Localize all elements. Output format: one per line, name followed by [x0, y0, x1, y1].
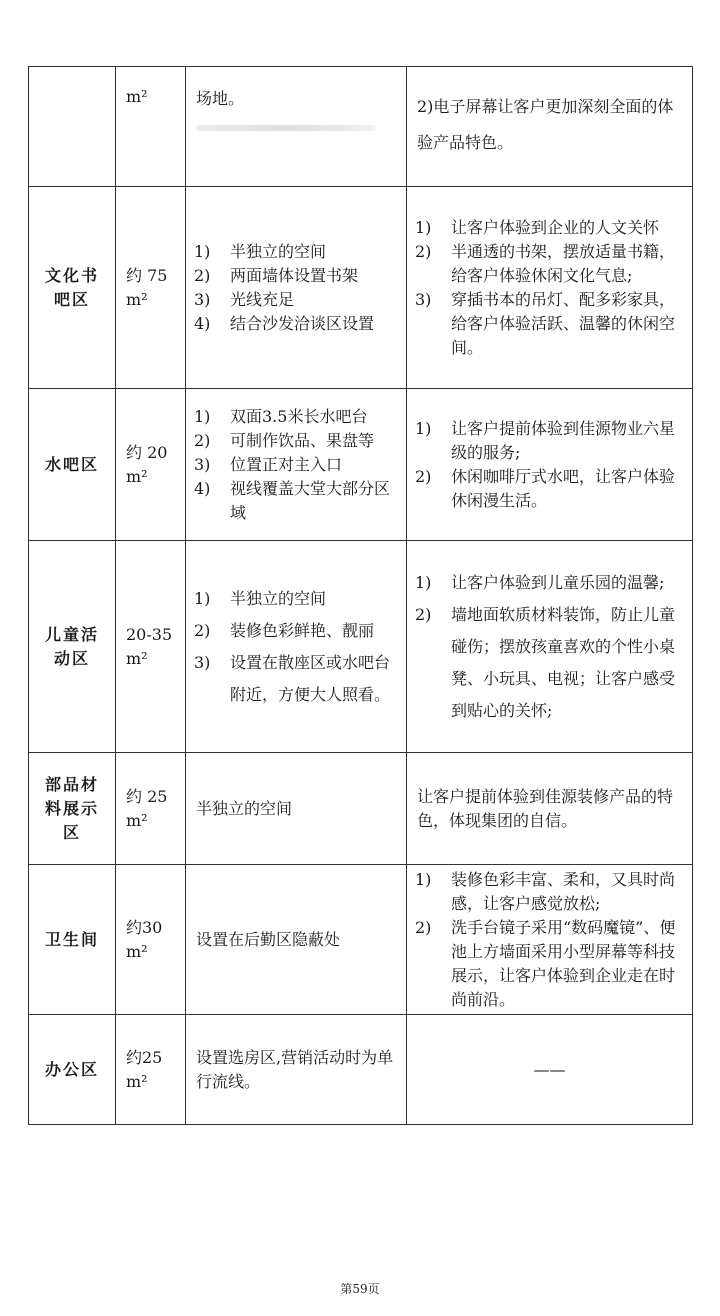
list-item: 2) 装修色彩鲜艳、靓丽 [194, 620, 375, 640]
layout-cell: 设置在后勤区隐蔽处 [186, 865, 407, 1015]
area-cell: 约 20 m² [116, 389, 186, 541]
experience-cell [407, 67, 693, 187]
list-item: 4) 视线覆盖大堂大部分区域 [194, 478, 391, 522]
list-item: 2) 半通透的书架，摆放适量书籍，给客户体验休闲文化气息; [415, 241, 676, 285]
layout-cell [186, 187, 407, 389]
layout-text: 场地。 [196, 89, 245, 108]
table-row [29, 1015, 693, 1125]
scan-smudge [196, 125, 376, 131]
area-cell: 约25 m² [116, 1015, 186, 1125]
zone-name-cell: 水吧区 [29, 389, 116, 541]
layout-cell [186, 389, 407, 541]
table-row [29, 865, 693, 1015]
list-item: 2) 休闲咖啡厅式水吧，让客户体验休闲漫生活。 [415, 466, 676, 510]
zone-name-cell: 文化书吧区 [29, 187, 116, 389]
list-item: 2) 可制作饮品、果盘等 [194, 430, 375, 450]
list-item: 1) 半独立的空间 [194, 588, 327, 608]
experience-cell: 让客户提前体验到佳源装修产品的特色，体现集团的自信。 [407, 753, 693, 865]
zone-name-cell: 办公区 [29, 1015, 116, 1125]
zone-name-cell: 部品材料展示区 [29, 753, 116, 865]
zone-name-cell: 儿童活动区 [29, 541, 116, 753]
table-row [29, 541, 693, 753]
list-item: 1) 装修色彩丰富、柔和，又具时尚感，让客户感觉放松; [415, 869, 676, 913]
table-row [29, 753, 693, 865]
experience-cell [407, 389, 693, 541]
list-item: 1) 让客户体验到企业的人文关怀 [415, 217, 660, 237]
area-cell: 约30 m² [116, 865, 186, 1015]
experience-text: 2)电子屏幕让客户更加深刻全面的体验产品特色。 [417, 97, 674, 152]
layout-cell [186, 541, 407, 753]
zone-name-cell [29, 67, 116, 187]
zone-table [28, 66, 693, 1125]
list-item: 4) 结合沙发洽谈区设置 [194, 313, 375, 333]
list-item: 1) 让客户提前体验到佳源物业六星级的服务; [415, 418, 676, 462]
area-cell: 约 75 m² [116, 187, 186, 389]
list-item: 1) 让客户体验到儿童乐园的温馨; [415, 572, 665, 592]
table-row [29, 67, 693, 187]
list-item: 3) 光线充足 [194, 289, 295, 309]
list-item: 2) 洗手台镜子采用“数码魔镜”、便池上方墙面采用小型屏幕等科技展示，让客户体验到企业走在时尚前沿。 [415, 917, 676, 1009]
area-cell: m² [116, 67, 186, 187]
list-item: 1) 半独立的空间 [194, 241, 327, 261]
zone-name-cell: 卫生间 [29, 865, 116, 1015]
layout-cell: 半独立的空间 [186, 753, 407, 865]
list-item: 3) 位置正对主入口 [194, 454, 343, 474]
area-cell: 20-35 m² [116, 541, 186, 753]
experience-cell [407, 1015, 693, 1125]
page-number: 第59页 [340, 1282, 380, 1296]
area-cell: 约 25 m² [116, 753, 186, 865]
list-item: 2) 两面墙体设置书架 [194, 265, 359, 285]
dash-text: —— [533, 1059, 566, 1079]
experience-cell [407, 541, 693, 753]
experience-cell [407, 187, 693, 389]
list-item: 3) 设置在散座区或水吧台附近，方便大人照看。 [194, 652, 391, 704]
table-row [29, 187, 693, 389]
layout-cell [186, 67, 407, 187]
list-item: 2) 墙地面软质材料装饰，防止儿童碰伤；摆放孩童喜欢的个性小桌凳、小玩具、电视；让客户感受到贴心的关怀; [415, 604, 676, 720]
layout-cell: 设置选房区,营销活动时为单行流线。 [186, 1015, 407, 1125]
experience-cell [407, 865, 693, 1015]
table-row [29, 389, 693, 541]
list-item: 1) 双面3.5米长水吧台 [194, 406, 368, 426]
list-item: 3) 穿插书本的吊灯、配多彩家具，给客户体验活跃、温馨的休闲空间。 [415, 289, 676, 357]
